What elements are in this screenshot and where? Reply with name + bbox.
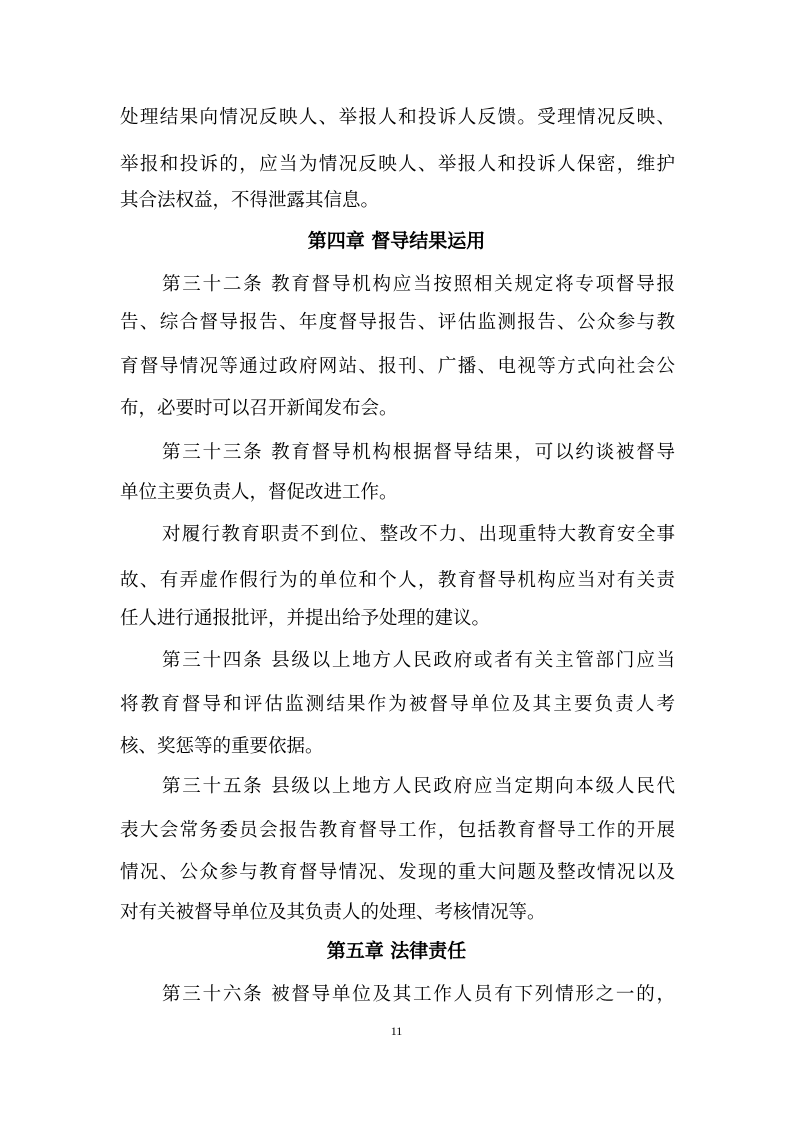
paragraph-line: 第三十二条 教育督导机构应当按照相关规定将专项督导报 — [162, 274, 675, 295]
paragraph-line: 第三十五条 县级以上地方人民政府应当定期向本级人民代 — [162, 776, 675, 797]
paragraph-line: 单位主要负责人，督促改进工作。 — [120, 482, 398, 503]
paragraph-line: 其合法权益，不得泄露其信息。 — [120, 190, 380, 211]
paragraph-line: 第三十六条 被督导单位及其工作人员有下列情形之一的， — [162, 984, 675, 1005]
paragraph-line: 将教育督导和评估监测结果作为被督导单位及其主要负责人考 — [120, 694, 675, 715]
paragraph-line: 故、有弄虚作假行为的单位和个人，教育督导机构应当对有关责 — [120, 570, 675, 591]
paragraph-line: 对履行教育职责不到位、整改不力、出现重特大教育安全事 — [162, 524, 675, 545]
paragraph-line: 举报和投诉的，应当为情况反映人、举报人和投诉人保密，维护 — [120, 154, 675, 175]
paragraph-line: 核、奖惩等的重要依据。 — [120, 736, 324, 757]
paragraph-line: 处理结果向情况反映人、举报人和投诉人反馈。受理情况反映、 — [120, 107, 675, 128]
page-number: 11 — [390, 1024, 403, 1038]
paragraph-line: 布，必要时可以召开新闻发布会。 — [120, 398, 398, 419]
paragraph-line: 育督导情况等通过政府网站、报刊、广播、电视等方式向社会公 — [120, 356, 675, 377]
paragraph-line: 任人进行通报批评，并提出给予处理的建议。 — [120, 608, 491, 629]
paragraph-line: 对有关被督导单位及其负责人的处理、考核情况等。 — [120, 902, 546, 923]
chapter-heading-5: 第五章 法律责任 — [326, 940, 467, 962]
paragraph-line: 表大会常务委员会报告教育督导工作，包括教育督导工作的开展 — [120, 820, 675, 841]
paragraph-line: 第三十三条 教育督导机构根据督导结果，可以约谈被督导 — [162, 442, 675, 463]
paragraph-line: 第三十四条 县级以上地方人民政府或者有关主管部门应当 — [162, 650, 675, 671]
paragraph-line: 情况、公众参与教育督导情况、发现的重大问题及整改情况以及 — [120, 862, 675, 883]
paragraph-line: 告、综合督导报告、年度督导报告、评估监测报告、公众参与教 — [120, 312, 675, 333]
chapter-heading-4: 第四章 督导结果运用 — [307, 230, 486, 252]
